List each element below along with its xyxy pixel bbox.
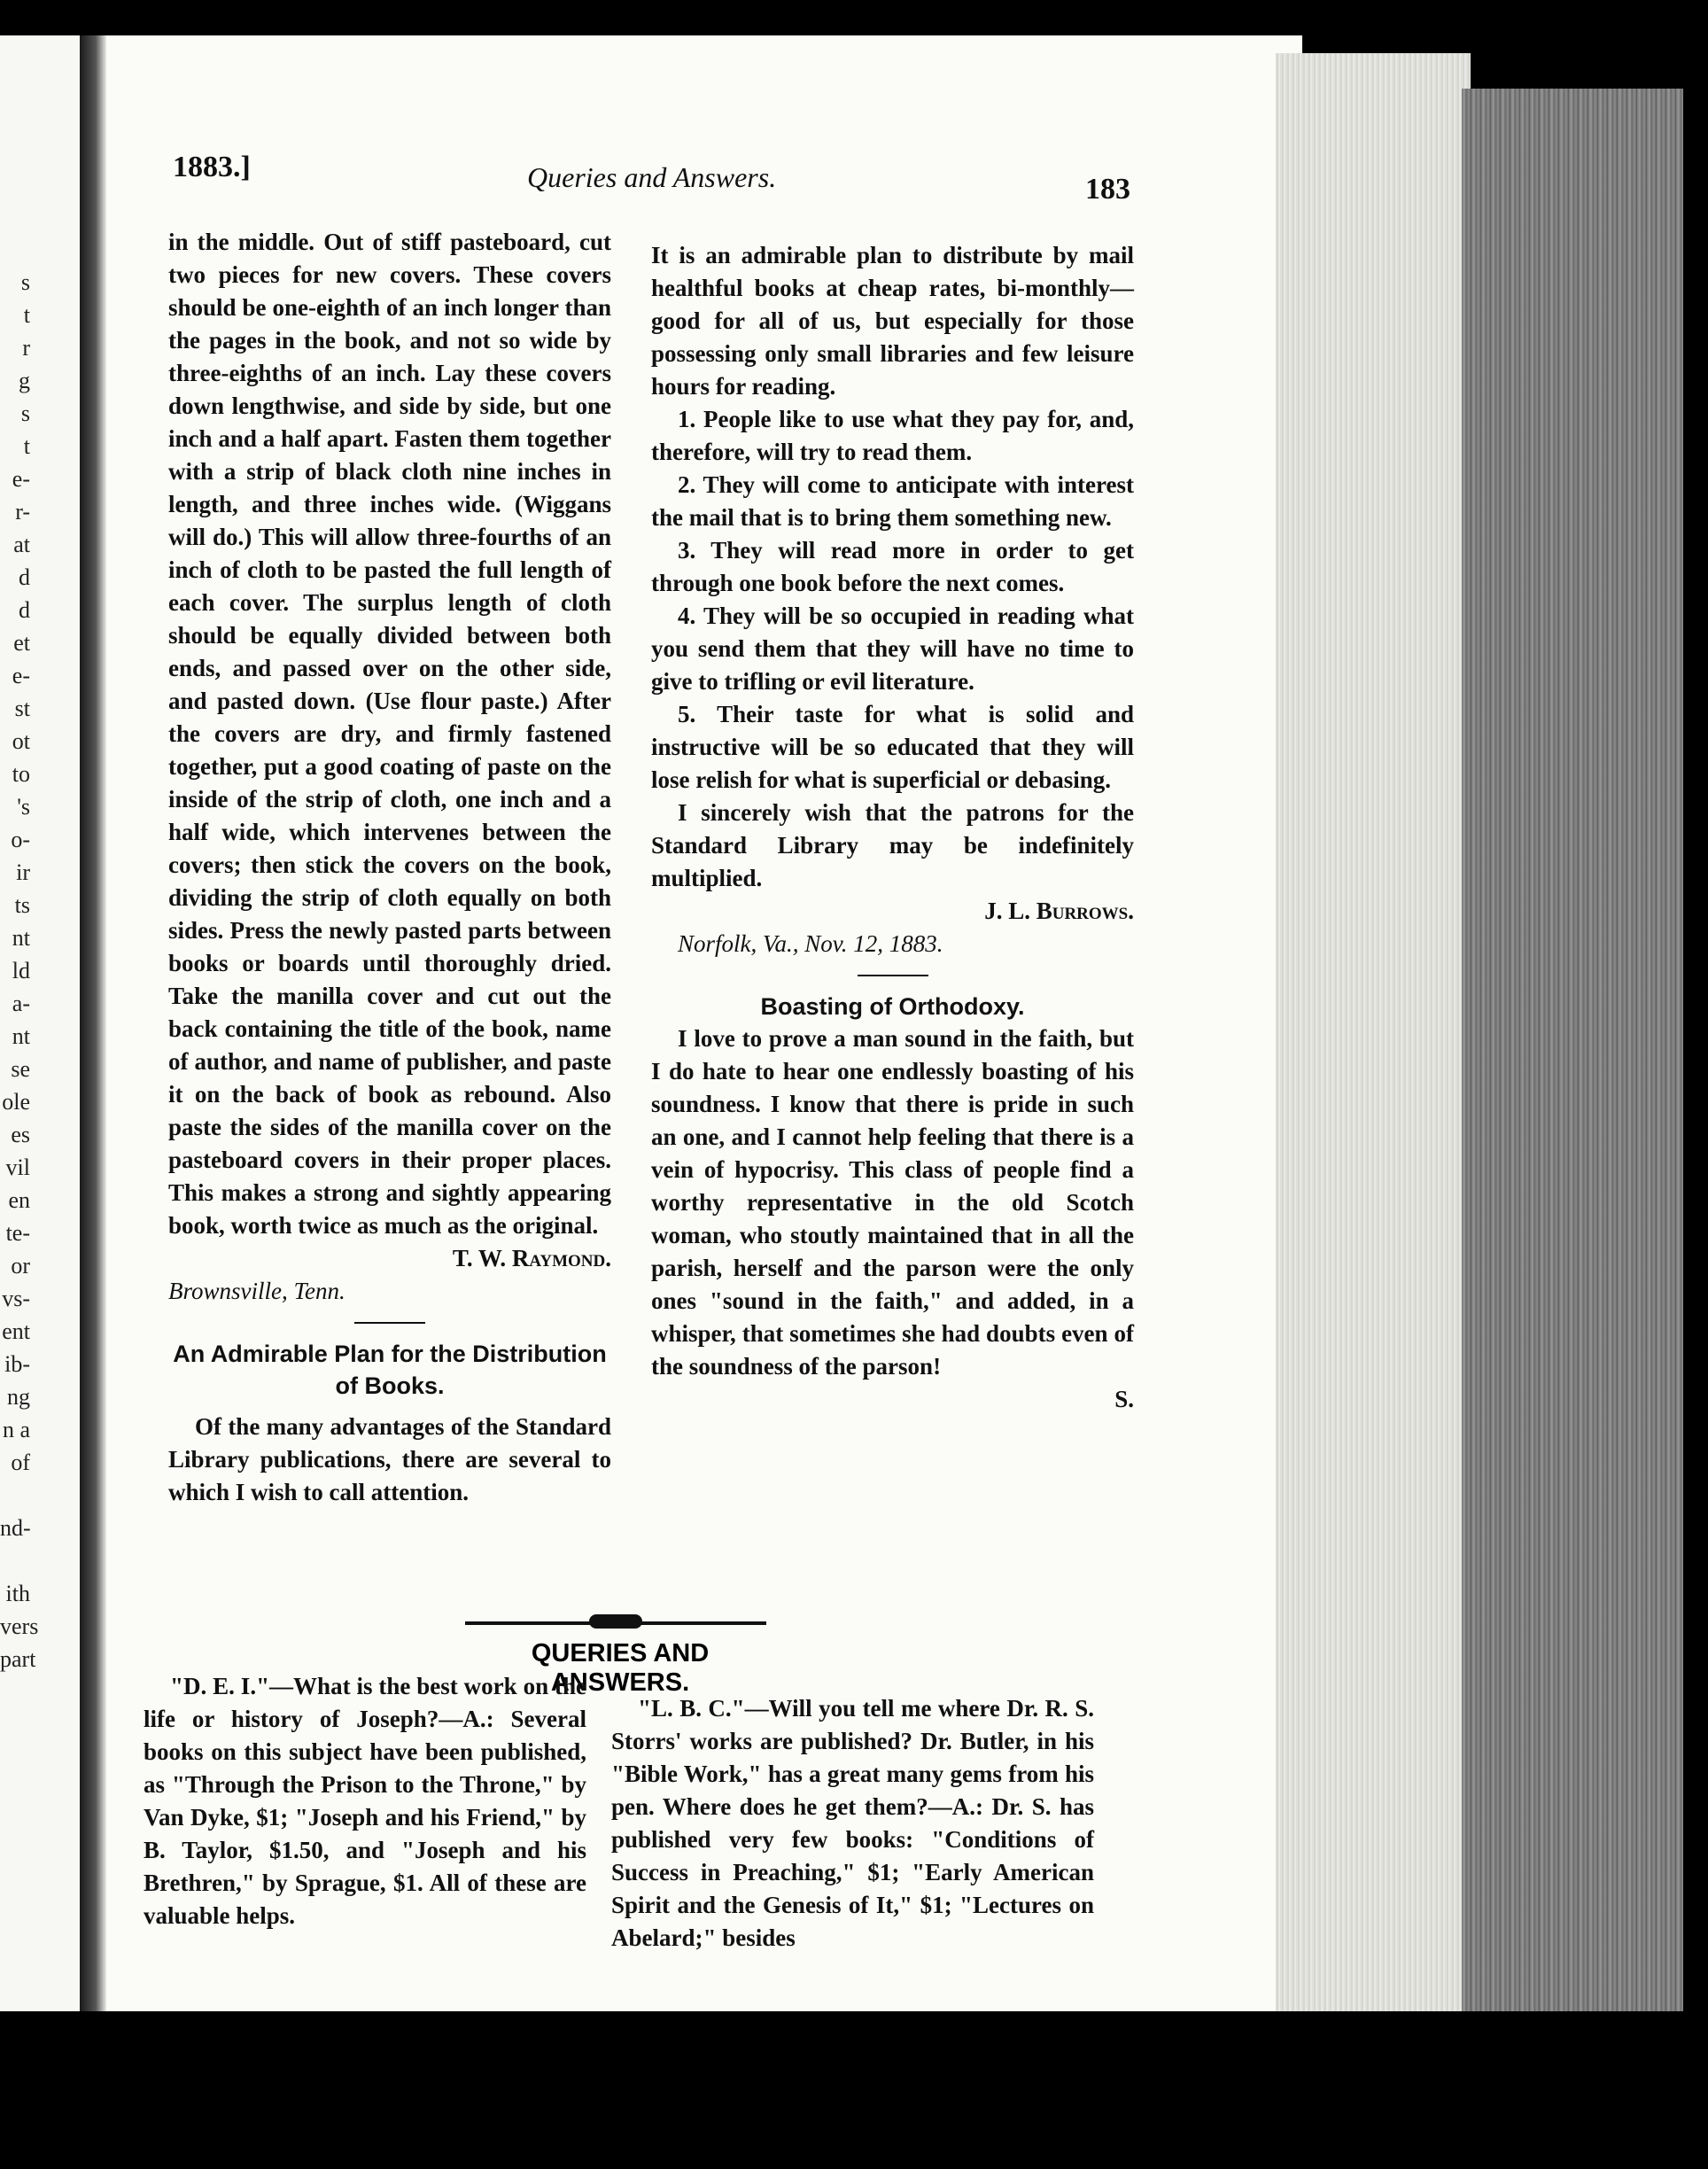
column-left-qa xyxy=(144,1670,586,1932)
left-page-fragment: g xyxy=(19,368,30,393)
left-page-fragment: ent xyxy=(2,1318,30,1344)
left-page-fragment: d xyxy=(19,564,30,590)
left-page-fragment: et xyxy=(13,630,30,656)
left-page-fragment: r xyxy=(22,335,30,361)
heading-boasting-orthodoxy: Boasting of Orthodoxy. xyxy=(760,993,1025,1020)
left-page-fragment: s xyxy=(20,400,30,426)
column-right-qa xyxy=(611,1692,1094,1955)
left-page-fragment: part xyxy=(0,1646,36,1672)
section-rule xyxy=(354,1322,425,1324)
query-lbc: "L. B. C."—Will you tell me where Dr. R. S. Storrs' works are published? Dr. Butler, in his "Bible Work," has a great many gems from his pen. Where does he get them?—A.: Dr. S. has published very few books: "Conditions of Success in Preaching," $1; "Early American Spirit and the Genesis of It," $1; "Lectures on Abelard;" besides xyxy=(611,1695,1094,1951)
left-page-fragment: nd- xyxy=(0,1515,31,1541)
left-page-fragment xyxy=(0,1544,30,1577)
signature-s: S. xyxy=(1114,1386,1134,1412)
admirable-plan-intro: Of the many advantages of the Standard Library publications, there are several to which I wish to call attention. xyxy=(168,1413,611,1505)
left-page-fragment: s xyxy=(20,269,30,295)
left-page-fragment: se xyxy=(11,1056,30,1082)
signature-raymond: T. W. Raymond. xyxy=(452,1245,611,1271)
left-page-fragment: 's xyxy=(17,794,30,820)
running-head-year: 1883.] xyxy=(173,151,251,183)
left-page-fragment: o- xyxy=(11,827,30,852)
plan-paragraph-0: It is an admirable plan to distribute by mail healthful books at cheap rates, bi-monthly—good for all of us, but especially for those possessing only small libraries and few leisure hours for reading. xyxy=(651,242,1134,400)
heading-queries-answers: QUERIES AND ANSWERS. xyxy=(531,1639,710,1697)
signature-burrows: J. L. Burrows. xyxy=(984,898,1134,924)
left-page-fragment: nt xyxy=(12,925,30,951)
column-right-top xyxy=(651,239,1134,1416)
section-rule xyxy=(858,975,928,976)
left-page-fragment: n a xyxy=(2,1417,30,1442)
left-page-fragments xyxy=(0,266,39,1675)
page-number: 183 xyxy=(1085,173,1130,206)
left-page-fragment: of xyxy=(11,1450,30,1475)
running-head xyxy=(173,142,1147,206)
plan-paragraph-3: 3. They will read more in order to get through one book before the next comes. xyxy=(651,537,1134,596)
bookbinding-paragraph: in the middle. Out of stiff pasteboard, cut two pieces for new covers. These covers should be one-eighth of an inch longer than the pages in the book, and not so wide by three-eighths of an inch. Lay these covers down lengthwise, and side by side, but one inch and a half apart. Fasten them together with a strip of black cloth nine inches in length, and three inches wide. (Wiggans will do.) This will allow three-fourths of an inch of cloth to be pasted the full length of each cover. The surplus length of cloth should be equally divided between both ends, and passed over on the other side, and pasted down. (Use flour paste.) After the covers are dry, and firmly fastened together, put a good coating of paste on the inside of the strip of cloth, one inch and a half wide, which intervenes between the covers; then stick the covers on the book, dividing the strip of cloth equally on both sides. Press the newly pasted parts between books or boards until thoroughly dried. Take the manilla cover and cut out the back containing the title of the book, name of author, and name of publisher, and paste it on the back of book as rebound. Also paste the sides of the manilla cover on the pasteboard covers in their proper places. This makes a strong and sightly appearing book, worth twice as much as the original. xyxy=(168,229,611,1239)
left-page-fragment: ir xyxy=(16,859,30,885)
left-page-fragment: e- xyxy=(12,466,30,492)
left-page-fragment: or xyxy=(11,1253,30,1279)
left-page-fragment: ot xyxy=(12,728,30,754)
left-page-fragment: ith xyxy=(5,1581,30,1606)
left-page-fragment: ld xyxy=(12,958,30,983)
left-page-fragment: nt xyxy=(12,1023,30,1049)
plan-paragraph-4: 4. They will be so occupied in reading what you send them that they will have no time to give to trifling or evil literature. xyxy=(651,602,1134,695)
query-dei: "D. E. I."—What is the best work on the life or history of Joseph?—A.: Several books on this subject have been published, as "Through the Prison to the Throne," by Van Dyke, $1; "Joseph and his Friend," by B. Taylor, $1.50, and "Joseph and his Brethren," by Sprague, $1. All of these are valuable helps. xyxy=(144,1673,586,1929)
left-page-fragment: vs- xyxy=(2,1286,30,1311)
left-page-fragment: e- xyxy=(12,663,30,688)
plan-paragraph-5: 5. Their taste for what is solid and instructive will be so educated that they will lose relish for what is superficial or debasing. xyxy=(651,701,1134,793)
left-page-fragment xyxy=(0,1479,30,1512)
page-fore-edge xyxy=(1276,53,1471,2029)
left-page-fragment: t xyxy=(23,433,30,459)
left-page-fragment: st xyxy=(14,696,30,721)
left-page-fragment: en xyxy=(8,1187,30,1213)
left-page-fragment: ib- xyxy=(4,1351,30,1377)
plan-paragraph-1: 1. People like to use what they pay for, and, therefore, will try to read them. xyxy=(651,406,1134,465)
left-page-fragment: d xyxy=(19,597,30,623)
place-norfolk: Norfolk, Va., Nov. 12, 1883. xyxy=(678,930,943,957)
text-block-edge xyxy=(1462,89,1683,2091)
place-brownsville: Brownsville, Tenn. xyxy=(168,1278,345,1304)
left-page-fragment: vers xyxy=(0,1613,39,1639)
column-left-top xyxy=(168,226,611,1509)
left-page-fragment: a- xyxy=(12,991,30,1016)
left-page-fragment: t xyxy=(23,302,30,328)
left-page-fragment: vil xyxy=(5,1154,30,1180)
left-page-fragment: at xyxy=(13,532,30,557)
left-page-fragment: te- xyxy=(5,1220,30,1246)
heading-admirable-plan: An Admirable Plan for the Distribution of Books. xyxy=(173,1341,607,1399)
left-page-fragment: ts xyxy=(14,892,30,918)
left-page-fragment: r- xyxy=(15,499,30,525)
boasting-paragraph: I love to prove a man sound in the faith, but I do hate to hear one endlessly boasting of his soundness. I know that there is pride in such an one, and I cannot help feeling that there is a vein of hypocrisy. This class of people find a worthy representative in the old Scotch woman, who stoutly maintained that in all the parish, herself and the parson were the only ones "sound in the faith," and added, in a whisper, that sometimes she had doubts even of the soundness of the parson! xyxy=(651,1025,1134,1380)
scan-background xyxy=(0,2011,1708,2169)
left-page-fragment: ole xyxy=(2,1089,30,1115)
ornamental-rule xyxy=(465,1621,766,1625)
left-page-fragment: ng xyxy=(7,1384,30,1410)
book-gutter xyxy=(80,35,106,2011)
plan-paragraph-2: 2. They will come to anticipate with interest the mail that is to bring them something new. xyxy=(651,471,1134,531)
left-page-fragment: es xyxy=(11,1122,30,1147)
left-page-fragment: to xyxy=(12,761,30,787)
running-head-title: Queries and Answers. xyxy=(527,161,777,193)
plan-paragraph-6: I sincerely wish that the patrons for the Standard Library may be indefinitely multiplied. xyxy=(651,799,1134,891)
